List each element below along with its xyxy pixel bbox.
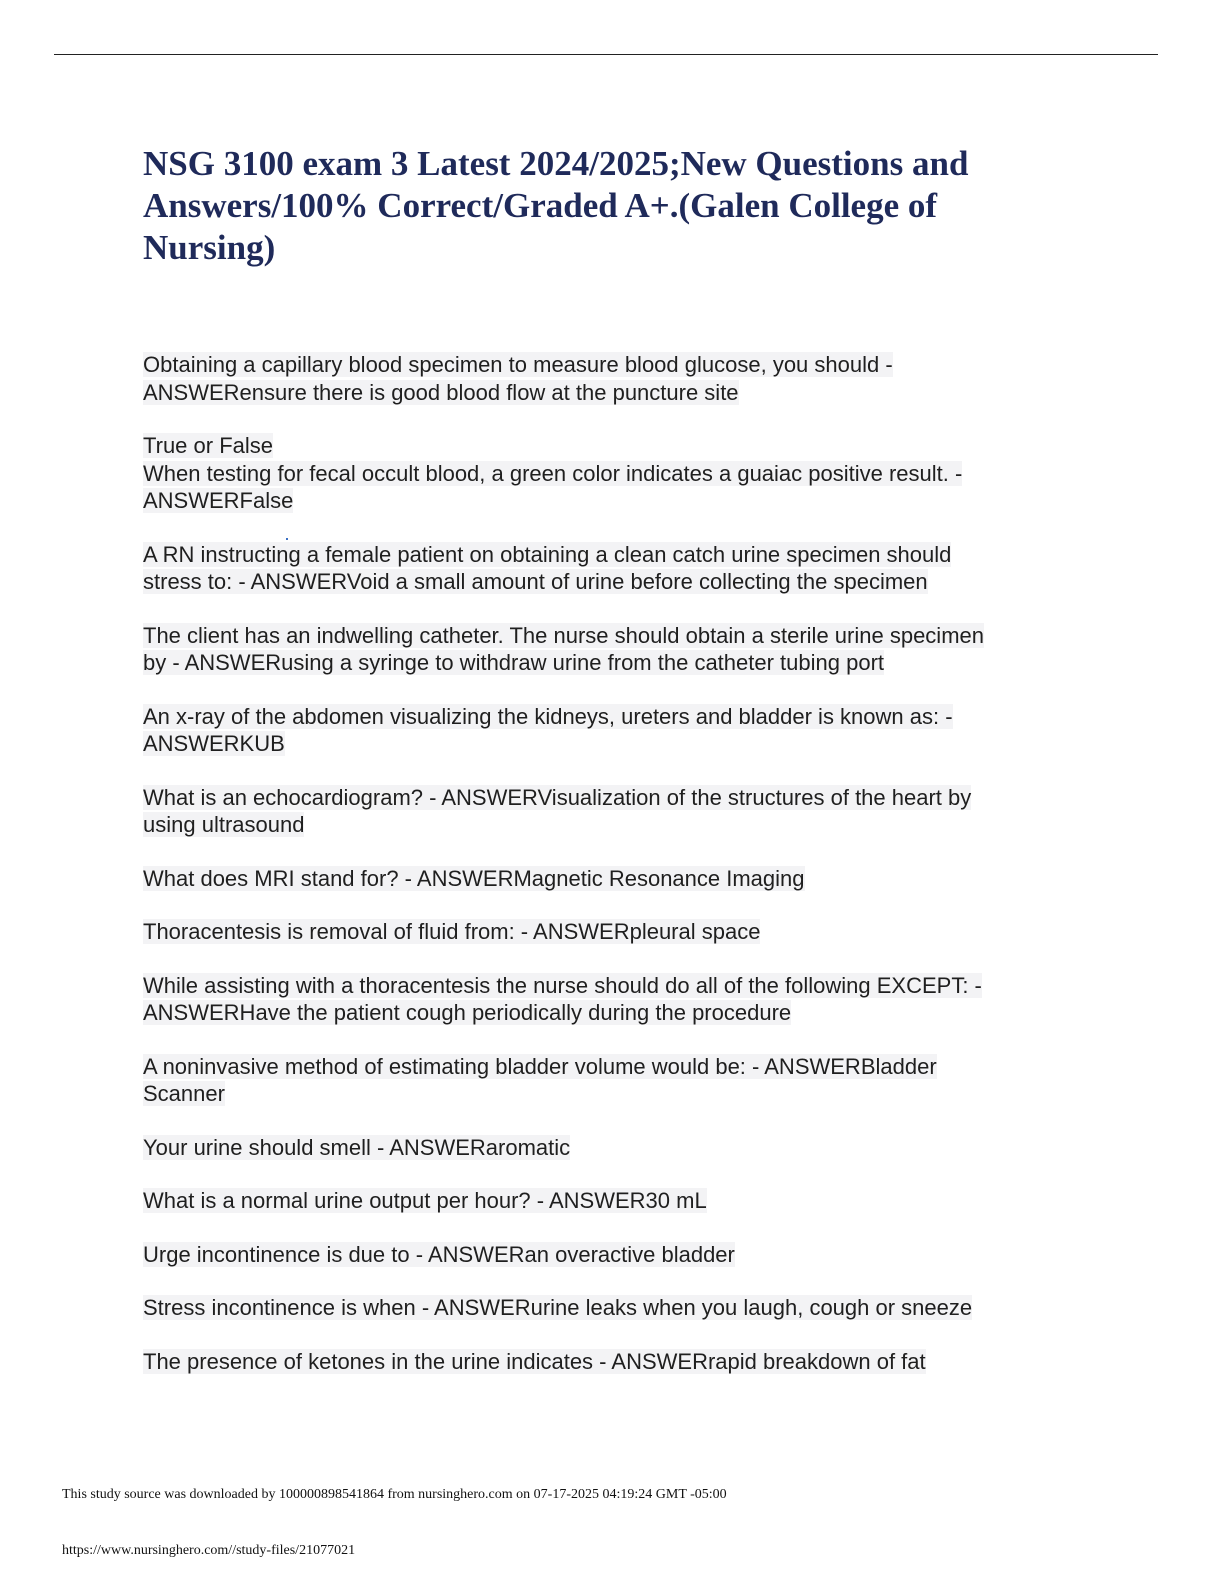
qa-line-text: Obtaining a capillary blood specimen to measure blood glucose, you should - xyxy=(143,352,893,377)
qa-line-text: ANSWERKUB xyxy=(143,731,285,756)
qa-item xyxy=(143,1053,1073,1108)
document-title: NSG 3100 exam 3 Latest 2024/2025;New Questions and Answers/100% Correct/Graded A+.(Galen College of Nursing) xyxy=(143,144,969,267)
qa-line xyxy=(143,1241,1073,1269)
qa-line-text: using ultrasound xyxy=(143,812,305,837)
qa-line xyxy=(143,649,1073,677)
qa-line xyxy=(143,460,1073,488)
qa-line xyxy=(143,972,1073,1000)
qa-line-text: Scanner xyxy=(143,1081,225,1106)
qa-item xyxy=(143,703,1073,758)
qa-line-text: When testing for fecal occult blood, a green color indicates a guaiac positive result. - xyxy=(143,460,963,486)
qa-line-text: stress to: - ANSWERVoid a small amount of urine before collecting the specimen xyxy=(143,569,928,594)
qa-line-text: Your urine should smell - ANSWERaromatic xyxy=(143,1134,571,1160)
qa-line-text: A noninvasive method of estimating bladder volume would be: - ANSWERBladder xyxy=(143,1053,937,1079)
qa-line xyxy=(143,432,1073,460)
qa-line xyxy=(143,703,1073,731)
qa-line xyxy=(143,622,1073,650)
qa-item xyxy=(143,1348,1073,1376)
qa-line xyxy=(143,1134,1073,1162)
qa-line xyxy=(143,379,1073,407)
qa-line-text: What does MRI stand for? - ANSWERMagnetic Resonance Imaging xyxy=(143,865,805,891)
qa-item xyxy=(143,541,1073,596)
qa-line-text: The presence of ketones in the urine indicates - ANSWERrapid breakdown of fat xyxy=(143,1348,926,1374)
qa-line-text: ANSWERFalse xyxy=(143,488,294,513)
qa-line xyxy=(143,1294,1073,1322)
qa-line xyxy=(143,351,1073,379)
qa-item xyxy=(143,432,1073,515)
qa-line-text: Stress incontinence is when - ANSWERurine leaks when you laugh, cough or sneeze xyxy=(143,1295,973,1320)
qa-line xyxy=(143,784,1073,812)
qa-line-text: An x-ray of the abdomen visualizing the kidneys, ureters and bladder is known as: - xyxy=(143,703,953,729)
footer-source-note: This study source was downloaded by 100000898541864 from nursinghero.com on 07-17-2025 04:19:24 GMT -05:00 xyxy=(62,1487,727,1502)
qa-line-text: Thoracentesis is removal of fluid from: - ANSWERpleural space xyxy=(143,919,761,944)
qa-line xyxy=(143,568,1073,596)
qa-item xyxy=(143,1294,1073,1322)
qa-line-text: The client has an indwelling catheter. The nurse should obtain a sterile urine specimen xyxy=(143,622,984,648)
qa-item xyxy=(143,784,1073,839)
qa-line xyxy=(143,1080,1073,1108)
footer-url[interactable]: https://www.nursinghero.com//study-files/21077021 xyxy=(62,1543,356,1558)
qa-item xyxy=(143,1241,1073,1269)
qa-line-text: A RN instructing a female patient on obtaining a clean catch urine specimen should xyxy=(143,541,952,567)
qa-item xyxy=(143,1187,1073,1215)
qa-line xyxy=(143,730,1073,758)
qa-line xyxy=(143,1187,1073,1215)
qa-line-text: by - ANSWERusing a syringe to withdraw urine from the catheter tubing port xyxy=(143,650,885,675)
qa-line xyxy=(143,865,1073,893)
qa-item xyxy=(143,918,1073,946)
qa-line-text: What is an echocardiogram? - ANSWERVisualization of the structures of the heart by xyxy=(143,784,972,810)
qa-line xyxy=(143,999,1073,1027)
qa-line-text: What is a normal urine output per hour? - ANSWER30 mL xyxy=(143,1188,707,1213)
qa-line xyxy=(143,918,1073,946)
qa-line-text: ANSWERensure there is good blood flow at the puncture site xyxy=(143,379,739,405)
qa-line xyxy=(143,811,1073,839)
qa-item xyxy=(143,351,1073,406)
qa-line xyxy=(143,1348,1073,1376)
qa-line-text: ANSWERHave the patient cough periodically during the procedure xyxy=(143,1000,792,1025)
top-divider xyxy=(54,54,1158,55)
qa-item xyxy=(143,622,1073,677)
qa-line xyxy=(143,487,1073,515)
qa-line xyxy=(143,541,1073,569)
qa-line-text: True or False xyxy=(143,433,274,458)
qa-line-text: Urge incontinence is due to - ANSWERan overactive bladder xyxy=(143,1241,735,1267)
qa-item xyxy=(143,865,1073,893)
qa-list xyxy=(143,351,1073,1401)
qa-item xyxy=(143,972,1073,1027)
qa-line-text: While assisting with a thoracentesis the nurse should do all of the following EXCEPT: - xyxy=(143,972,982,998)
qa-item xyxy=(143,1134,1073,1162)
qa-line xyxy=(143,1053,1073,1081)
